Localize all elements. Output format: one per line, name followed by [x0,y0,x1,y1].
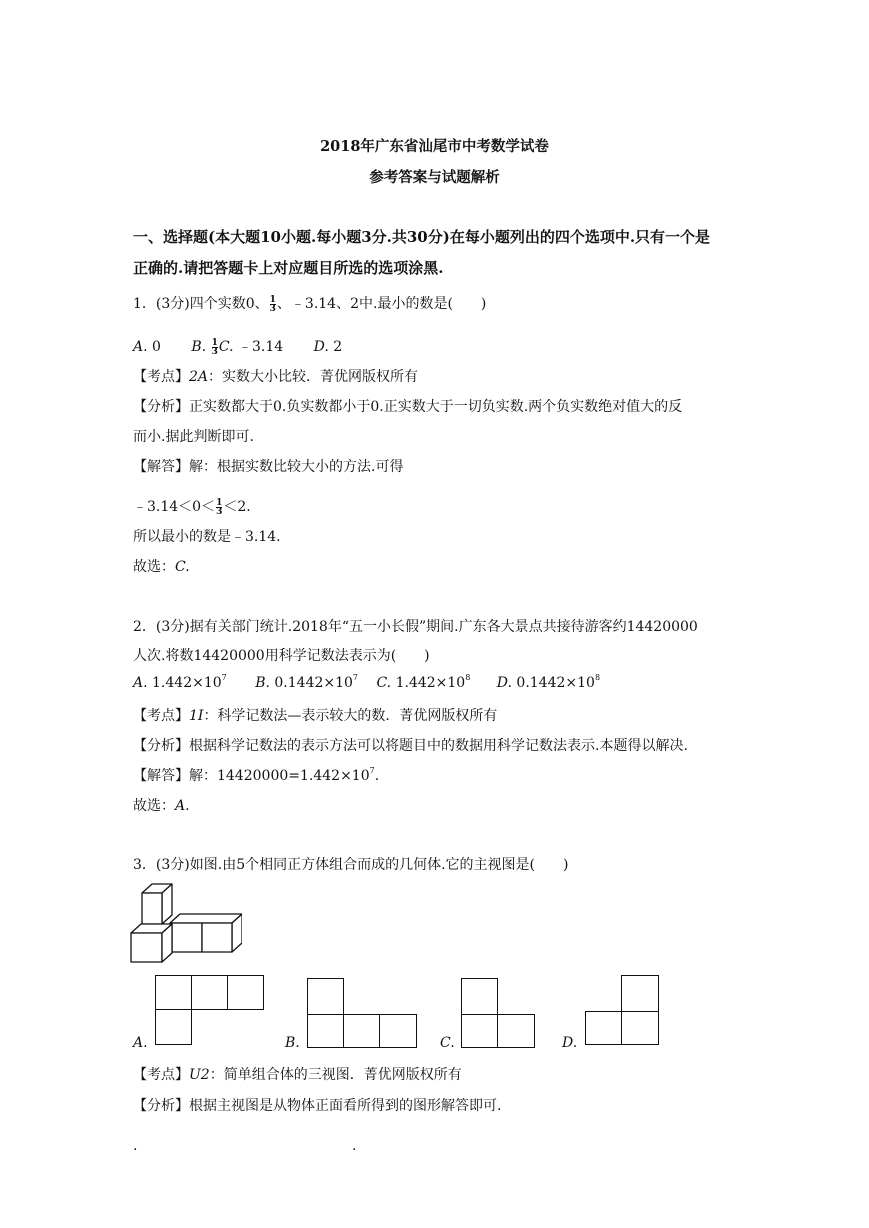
view-cell [585,1011,622,1045]
q1-option-c: ﹣3.14 [237,339,284,355]
cube-figure [130,883,242,963]
q1-option-d: 2 [333,339,343,355]
q2-solution: 【解答】解：$14420000=1.442\times 10^7$. [133,766,380,784]
fraction-one-third: $\frac{1}{3}$ [269,294,276,314]
view-cell [227,975,264,1010]
q3-option-a-figure [155,975,265,1045]
page-subtitle: 参考答案与试题解析 [369,169,500,186]
q2-option-c: 1.442×10 [395,675,466,691]
view-cell [307,1014,344,1048]
q1-option-b-fraction: $\frac{1}{3}$ [211,337,218,357]
q2-options [133,675,600,691]
q2-option-b-letter: B. [255,675,270,691]
view-cell [379,1014,417,1048]
q2-option-a-letter: A. [133,675,148,691]
q2-option-d-letter: D. [496,675,512,691]
q1-option-a: 0 [152,339,161,355]
q3-option-a-label: A. [133,1035,148,1051]
q1-answer: 故选：C. [133,559,190,575]
q2-option-b-exp: 7 [352,673,359,682]
q1-option-a-letter: A. [133,339,148,355]
q1-inequality: ﹣3.14＜0＜ $\frac{1}{3}$ ＜2. [133,497,251,517]
q1-kaodian: 【考点】2A：实数大小比较．菁优网版权所有 [133,369,419,385]
q2-stem-line1: 2．(3分)据有关部门统计.2018年“五一小长假”期间.广东各大景点共接待游客约14420000 [133,619,698,635]
view-cell [621,975,659,1012]
q1-option-d-letter: D. [313,339,329,355]
q3-option-b-figure [307,978,417,1048]
view-cell [621,1011,659,1045]
q3-option-d-label: D. [562,1035,578,1051]
view-cell [461,1014,498,1048]
q1-solution: 【解答】解：根据实数比较大小的方法.可得 [133,459,404,475]
page-title: 2018年广东省汕尾市中考数学试卷 [320,138,549,155]
q2-stem-line2: 人次.将数14420000用科学记数法表示为( ) [133,648,430,664]
view-cell [155,1009,192,1045]
q1-options [133,336,342,356]
q3-option-c-figure [461,978,535,1048]
q3-kaodian: 【考点】U2：简单组合体的三视图．菁优网版权所有 [133,1067,462,1083]
view-cell [461,978,498,1015]
section-heading-line1: 一、选择题(本大题10小题.每小题3分.共30分)在每小题列出的四个选项中.只有一个是 [133,228,711,246]
q2-option-d-exp: 8 [594,673,601,682]
q1-stem-start: 1．(3分)四个实数0、 [133,296,269,312]
q1-option-b-letter: B. [191,339,207,355]
q2-option-c-exp: 8 [465,673,471,682]
q3-option-b-label: B. [285,1035,300,1051]
q2-kaodian: 【考点】1I：科学记数法—表示较大的数．菁优网版权所有 [133,708,498,724]
footer-dot-right: . [352,1138,357,1154]
q2-option-d: 0.1442×10 [516,675,595,691]
footer-dot-left: . [133,1138,138,1154]
q1-analysis-line2: 而小.据此判断即可. [133,429,254,445]
q1-analysis-line1: 【分析】正实数都大于0.负实数都小于0.正实数大于一切负实数.两个负实数绝对值大的反 [133,399,683,415]
q1-stem [133,293,486,313]
view-cell [191,975,228,1010]
q1-inequality-fraction: $\frac{1}{3}$ [216,497,223,517]
q1-option-c-letter: C. [218,339,234,355]
view-cell [307,978,344,1015]
q2-answer: 故选：A. [133,798,190,814]
q3-option-c-label: C. [440,1035,455,1051]
q3-option-d-figure [585,975,659,1045]
q1-stem-end: 、﹣3.14、2中.最小的数是( ) [276,296,487,312]
q3-stem: 3．(3分)如图.由5个相同正方体组合而成的几何体.它的主视图是( ) [133,857,569,873]
section-heading-line2: 正确的.请把答题卡上对应题目所选的选项涂黑. [133,259,444,277]
q2-option-a-exp: 7 [221,673,227,682]
view-cell [155,975,192,1010]
q2-option-b: 0.1442×10 [274,675,353,691]
q3-analysis: 【分析】根据主视图是从物体正面看所得到的图形解答即可. [133,1098,502,1114]
q2-analysis: 【分析】根据科学记数法的表示方法可以将题目中的数据用科学记数法表示.本题得以解决. [133,738,688,754]
q2-option-c-letter: C. [376,675,392,691]
q2-option-a: 1.442×10 [152,675,222,691]
q1-conclusion: 所以最小的数是﹣3.14. [133,529,281,545]
view-cell [343,1014,380,1048]
view-cell [497,1014,535,1048]
